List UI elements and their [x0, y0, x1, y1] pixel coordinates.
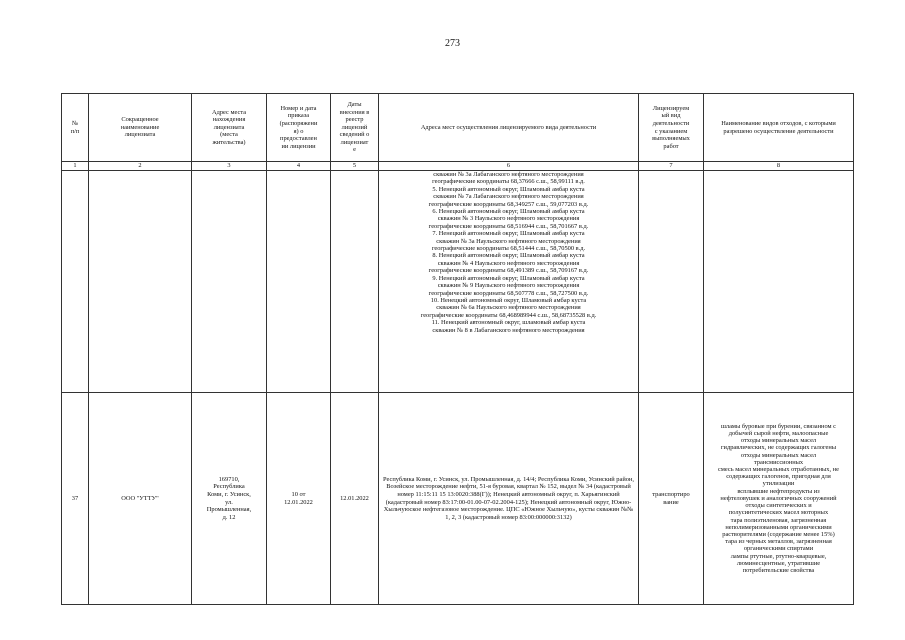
activity-places-cell — [379, 171, 639, 393]
column-number: 2 — [89, 162, 192, 171]
header-registry-date: Даты внесения в реестр лицензий сведений о лицензиат е — [331, 94, 379, 162]
waste-line: люминесцентные, утратившие — [736, 559, 821, 567]
place-line: 9. Ненецкий автономный округ, Шламовый амбар куста — [432, 274, 585, 282]
row-number-cell — [62, 171, 89, 393]
waste-line: нефтеловушек и аналогичных сооружений — [720, 494, 837, 502]
place-line: скважин № 4 Наульского нефтяного месторождения — [437, 259, 580, 267]
header-order: Номер и дата приказа (распоряжени я) о предоставлен ии лицензии — [267, 94, 331, 162]
column-number: 1 — [62, 162, 89, 171]
waste-line: добычей сырой нефти, малоопасные — [728, 430, 829, 438]
waste-line: потребительские свойства — [742, 566, 815, 574]
address-cell: 169710, Республика Коми, г. Усинск, ул. Промышленная, д. 12 — [192, 393, 267, 605]
place-line: географические координаты 68,349257 с.ш., 59,077203 в.д. — [428, 200, 589, 208]
table-row — [62, 393, 854, 605]
waste-types-cell — [704, 171, 854, 393]
header-licensee-name: Сокращенное наименование лицензиата — [89, 94, 192, 162]
page-number: 273 — [445, 38, 460, 49]
place-line: скважин № 9 Наульского нефтяного месторождения — [437, 282, 580, 290]
waste-line: неполимеризованными органическими — [725, 523, 832, 531]
column-number-row — [62, 162, 854, 171]
waste-line: отходы минеральных масел — [740, 451, 817, 459]
waste-types-cell — [704, 393, 854, 605]
licensee-cell: ООО "УТТУ" — [89, 393, 192, 605]
column-number: 8 — [704, 162, 854, 171]
header-activity: Лицензируем ый вид деятельности с указанием выполняемых работ — [639, 94, 704, 162]
licensee-cell — [89, 171, 192, 393]
address-cell — [192, 171, 267, 393]
header-waste-types: Наименование видов отходов, с которыми разрешено осуществление деятельности — [704, 94, 854, 162]
place-line: скважин № 8 в Лабаганского нефтяного месторождения — [432, 326, 585, 334]
waste-line: органическими спиртами — [743, 545, 814, 553]
place-line: географические координаты 68,37666 с.ш., 58,99111 в.д. — [432, 178, 585, 186]
place-line: скважин № 3 Наульского нефтяного месторождения — [437, 215, 580, 223]
place-line: 11. Ненецкий автономный округ, шламовый амбар куста — [431, 319, 586, 327]
header-number: № п/п — [62, 94, 89, 162]
place-line: скважин № 3а Лабаганского нефтяного месторождения — [433, 171, 584, 178]
waste-line: полусинтетических масел моторных — [728, 509, 829, 517]
waste-line: растворителями (содержание менее 15%) — [722, 530, 835, 538]
waste-line: тара из черных металлов, загрязненная — [725, 538, 832, 546]
place-line: географические координаты 68,507778 с.ш., 58,727500 в.д. — [428, 289, 589, 297]
activity-cell: транспортиро вание — [639, 393, 704, 605]
place-line: географические координаты 68,468989944 с.ш., 58,68735528 в.д. — [420, 311, 597, 319]
waste-line: смесь масел минеральных отработанных, не — [718, 466, 839, 474]
registry-date-cell: 12.01.2022 — [331, 393, 379, 605]
waste-line: отходы минеральных масел — [740, 437, 817, 445]
column-number: 4 — [267, 162, 331, 171]
table-row — [62, 171, 854, 393]
column-number: 5 — [331, 162, 379, 171]
license-registry-table — [61, 93, 854, 605]
activity-cell — [639, 171, 704, 393]
waste-line: утилизации — [762, 480, 795, 488]
waste-line: отходы синтетических и — [745, 502, 812, 510]
order-cell — [267, 171, 331, 393]
waste-line: содержащих галогенов, пригодная для — [726, 473, 831, 481]
waste-line: гидравлических, не содержащих галогены — [720, 444, 837, 452]
header-licensee-address: Адрес места нахождения лицензиата (места жительства) — [192, 94, 267, 162]
place-line: 5. Ненецкий автономный округ, Шламовый амбар куста — [432, 185, 585, 193]
waste-line: лампы ртутные, ртутно-кварцевые, — [730, 552, 827, 560]
place-line: географические координаты 68,516944 с.ш., 58,701667 в.д. — [428, 222, 589, 230]
place-line: 7. Ненецкий автономный округ, Шламовый амбар куста — [432, 230, 585, 238]
column-number: 6 — [379, 162, 639, 171]
place-line: скважин № 7а Лабаганского нефтяного месторождения — [433, 193, 584, 201]
waste-line: всплывшие нефтепродукты из — [737, 487, 820, 495]
waste-line: трансмиссионных — [753, 458, 804, 466]
column-number: 3 — [192, 162, 267, 171]
order-cell: 10 от 12.01.2022 — [267, 393, 331, 605]
row-number-cell: 37 — [62, 393, 89, 605]
place-line: 8. Ненецкий автономный округ, Шламовый амбар куста — [432, 252, 585, 260]
activity-places-cell: Республика Коми, г. Усинск, ул. Промышленная, д. 14/4; Республика Коми, Усинский район, Возейское месторождение нефти, 51-я буровая, квартал № 152, выдел № 34 (кадастровый номер 11:15:11 15 13:0020:388(Г)); Ненецкий автономный округ, п. Харьягинский (кадастровый номер 83:17:00-01.00-07-02.2004-125); Ненецкий автономный округ, Южно-Хыльчуюское нефтегазовое месторождение. ЦПС «Южное Хыльчую», кусты скважин №№ 1, 2, 3 (кадастровый номер 83:00:000000:3132) — [379, 393, 639, 605]
place-line: скважин № 6а Наульского нефтяного месторождения — [436, 304, 581, 312]
header-activity-places: Адреса мест осуществления лицензируемого вида деятельности — [379, 94, 639, 162]
table-header-row — [62, 94, 854, 162]
place-line: географические координаты 68,491389 с.ш., 58,709167 в.д. — [428, 267, 589, 275]
place-line: 10. Ненецкий автономный округ, Шламовый амбар куста — [430, 296, 587, 304]
place-line: 6. Ненецкий автономный округ, Шламовый амбар куста — [432, 208, 585, 216]
waste-line: шламы буровые при бурении, связанном с — [720, 422, 836, 430]
place-line: скважин № 3а Наульского нефтяного месторождения — [436, 237, 581, 245]
waste-line: тара полиэтиленовая, загрязненная — [730, 516, 827, 524]
place-line: географические координаты 68,51444 с.ш., 58,70500 в.д. — [431, 245, 586, 253]
column-number: 7 — [639, 162, 704, 171]
registry-date-cell — [331, 171, 379, 393]
